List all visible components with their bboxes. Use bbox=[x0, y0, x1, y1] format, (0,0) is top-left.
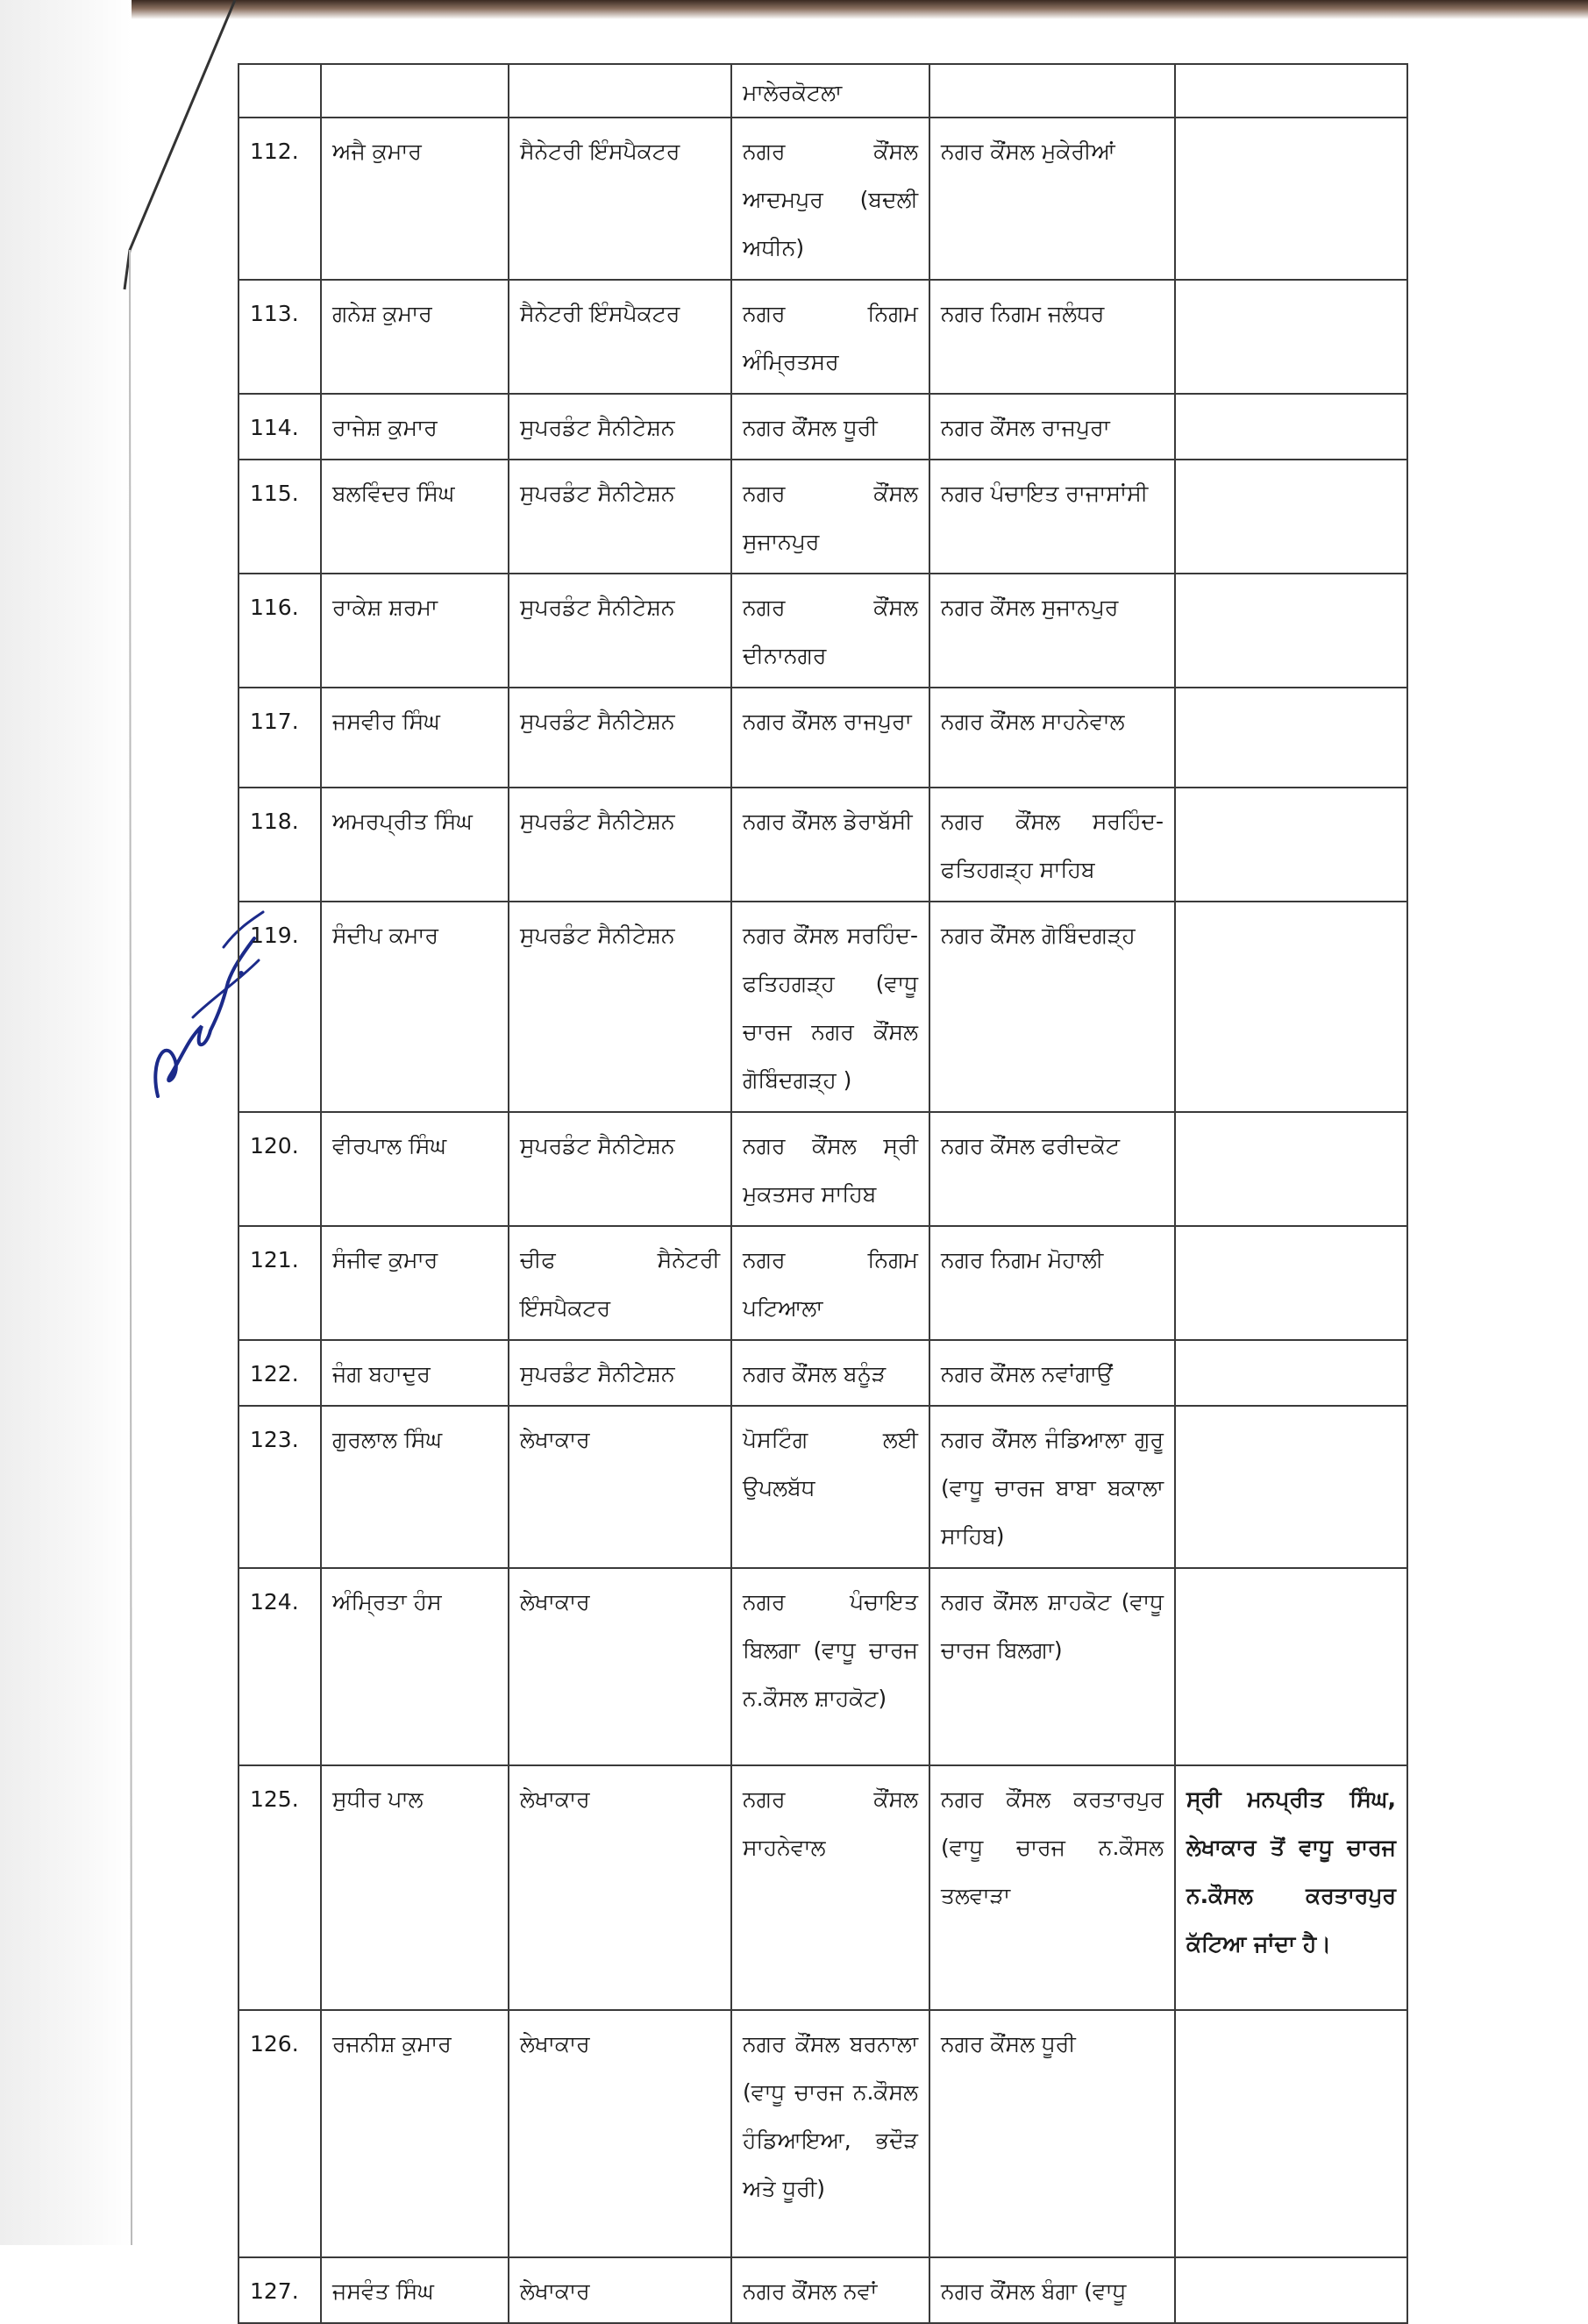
remarks: ਸ੍ਰੀ ਮਨਪ੍ਰੀਤ ਸਿੰਘ, ਲੇਖਾਕਾਰ ਤੋਂ ਵਾਧੂ ਚਾਰਜ ਨ.ਕੌਸਲ ਕਰਤਾਰਪੁਰ ਕੱਟਿਆ ਜਾਂਦਾ ਹੈ। bbox=[1175, 1765, 1407, 2010]
serial-number: 115. bbox=[239, 460, 321, 574]
serial-number: 117. bbox=[239, 688, 321, 788]
serial-number: 119. bbox=[239, 902, 321, 1112]
employee-name: ਸੰਦੀਪ ਕਮਾਰ bbox=[321, 902, 509, 1112]
table-row bbox=[239, 280, 1407, 394]
remarks bbox=[1175, 574, 1407, 688]
table-row bbox=[239, 2010, 1407, 2257]
employee-name: ਅਮਰਪ੍ਰੀਤ ਸਿੰਘ bbox=[321, 788, 509, 902]
employee-name: ਵੀਰਪਾਲ ਸਿੰਘ bbox=[321, 1112, 509, 1226]
employee-name bbox=[321, 64, 509, 118]
table-row bbox=[239, 1765, 1407, 2010]
serial-number: 123. bbox=[239, 1406, 321, 1568]
current-posting: ਨਗਰ ਕੌਂਸਲ ਬਰਨਾਲਾ (ਵਾਧੂ ਚਾਰਜ ਨ.ਕੌਸਲ ਹੰਡਿਆਇਆ, ਭਦੌੜ ਅਤੇ ਧੂਰੀ) bbox=[731, 2010, 929, 2257]
remarks bbox=[1175, 1226, 1407, 1340]
table-row bbox=[239, 1406, 1407, 1568]
table-row bbox=[239, 788, 1407, 902]
table-row bbox=[239, 1568, 1407, 1765]
current-posting: ਨਗਰ ਕੌਂਸਲ ਸਾਹਨੇਵਾਲ bbox=[731, 1765, 929, 2010]
remarks bbox=[1175, 1112, 1407, 1226]
designation: ਸੁਪਰਡੰਟ ਸੈਨੀਟੇਸ਼ਨ bbox=[509, 788, 731, 902]
serial-number: 118. bbox=[239, 788, 321, 902]
serial-number: 127. bbox=[239, 2257, 321, 2323]
table-row bbox=[239, 1112, 1407, 1226]
table-row bbox=[239, 1226, 1407, 1340]
employee-name: ਅਜੈ ਕੁਮਾਰ bbox=[321, 118, 509, 280]
table-row bbox=[239, 2257, 1407, 2323]
remarks bbox=[1175, 280, 1407, 394]
table-row bbox=[239, 1340, 1407, 1406]
designation: ਚੀਫ ਸੈਨੇਟਰੀ ਇੰਸਪੈਕਟਰ bbox=[509, 1226, 731, 1340]
current-posting: ਨਗਰ ਕੌਂਸਲ ਨਵਾਂ bbox=[731, 2257, 929, 2323]
remarks bbox=[1175, 394, 1407, 460]
serial-number bbox=[239, 64, 321, 118]
employee-name: ਗੁਰਲਾਲ ਸਿੰਘ bbox=[321, 1406, 509, 1568]
new-posting: ਨਗਰ ਨਿਗਮ ਮੋਹਾਲੀ bbox=[929, 1226, 1175, 1340]
employee-name: ਜਸਵੰਤ ਸਿੰਘ bbox=[321, 2257, 509, 2323]
serial-number: 113. bbox=[239, 280, 321, 394]
table-row bbox=[239, 118, 1407, 280]
current-posting: ਨਗਰ ਕੌਂਸਲ ਡੇਰਾਬੱਸੀ bbox=[731, 788, 929, 902]
remarks bbox=[1175, 1340, 1407, 1406]
designation: ਲੇਖਾਕਾਰ bbox=[509, 1568, 731, 1765]
serial-number: 112. bbox=[239, 118, 321, 280]
table-row bbox=[239, 902, 1407, 1112]
employee-name: ਰਜਨੀਸ਼ ਕੁਮਾਰ bbox=[321, 2010, 509, 2257]
employee-name: ਸੰਜੀਵ ਕੁਮਾਰ bbox=[321, 1226, 509, 1340]
new-posting: ਨਗਰ ਪੰਚਾਇਤ ਰਾਜਾਸਾਂਸੀ bbox=[929, 460, 1175, 574]
designation bbox=[509, 64, 731, 118]
designation: ਲੇਖਾਕਾਰ bbox=[509, 2257, 731, 2323]
current-posting: ਨਗਰ ਕੌਂਸਲ ਸ੍ਰੀ ਮੁਕਤਸਰ ਸਾਹਿਬ bbox=[731, 1112, 929, 1226]
employee-name: ਗਨੇਸ਼ ਕੁਮਾਰ bbox=[321, 280, 509, 394]
new-posting bbox=[929, 64, 1175, 118]
remarks bbox=[1175, 902, 1407, 1112]
remarks bbox=[1175, 460, 1407, 574]
current-posting: ਨਗਰ ਪੰਚਾਇਤ ਬਿਲਗਾ (ਵਾਧੂ ਚਾਰਜ ਨ.ਕੌਸਲ ਸ਼ਾਹਕੋਟ) bbox=[731, 1568, 929, 1765]
designation: ਸੁਪਰਡੰਟ ਸੈਨੀਟੇਸ਼ਨ bbox=[509, 688, 731, 788]
new-posting: ਨਗਰ ਕੌਂਸਲ ਨਵਾਂਗਾਉਂ bbox=[929, 1340, 1175, 1406]
remarks bbox=[1175, 1568, 1407, 1765]
table-row bbox=[239, 688, 1407, 788]
new-posting: ਨਗਰ ਕੌਂਸਲ ਸਾਹਨੇਵਾਲ bbox=[929, 688, 1175, 788]
designation: ਲੇਖਾਕਾਰ bbox=[509, 2010, 731, 2257]
new-posting: ਨਗਰ ਕੌਂਸਲ ਧੂਰੀ bbox=[929, 2010, 1175, 2257]
employee-name: ਸੁਧੀਰ ਪਾਲ bbox=[321, 1765, 509, 2010]
current-posting: ਨਗਰ ਕੌਂਸਲ ਸਰਹਿੰਦ-ਫਤਿਹਗੜ੍ਹ (ਵਾਧੂ ਚਾਰਜ ਨਗਰ ਕੌਂਸਲ ਗੋਬਿੰਦਗੜ੍ਹ ) bbox=[731, 902, 929, 1112]
designation: ਲੇਖਾਕਾਰ bbox=[509, 1406, 731, 1568]
table-row bbox=[239, 64, 1407, 118]
serial-number: 116. bbox=[239, 574, 321, 688]
serial-number: 124. bbox=[239, 1568, 321, 1765]
new-posting: ਨਗਰ ਕੌਂਸਲ ਬੰਗਾ (ਵਾਧੂ bbox=[929, 2257, 1175, 2323]
employee-name: ਅੰਮ੍ਰਿਤਾ ਹੰਸ bbox=[321, 1568, 509, 1765]
designation: ਲੇਖਾਕਾਰ bbox=[509, 1765, 731, 2010]
table-row bbox=[239, 394, 1407, 460]
designation: ਸੁਪਰਡੰਟ ਸੈਨੀਟੇਸ਼ਨ bbox=[509, 1112, 731, 1226]
remarks bbox=[1175, 2257, 1407, 2323]
current-posting: ਨਗਰ ਕੌਂਸਲ ਰਾਜਪੁਰਾ bbox=[731, 688, 929, 788]
current-posting: ਨਗਰ ਨਿਗਮ ਅੰਮ੍ਰਿਤਸਰ bbox=[731, 280, 929, 394]
designation: ਸੁਪਰਡੰਟ ਸੈਨੀਟੇਸ਼ਨ bbox=[509, 460, 731, 574]
new-posting: ਨਗਰ ਕੌਂਸਲ ਮੁਕੇਰੀਆਂ bbox=[929, 118, 1175, 280]
current-posting: ਨਗਰ ਨਿਗਮ ਪਟਿਆਲਾ bbox=[731, 1226, 929, 1340]
current-posting: ਨਗਰ ਕੌਂਸਲ ਧੂਰੀ bbox=[731, 394, 929, 460]
new-posting: ਨਗਰ ਨਿਗਮ ਜਲੰਧਰ bbox=[929, 280, 1175, 394]
remarks bbox=[1175, 1406, 1407, 1568]
remarks bbox=[1175, 788, 1407, 902]
current-posting: ਨਗਰ ਕੌਂਸਲ ਆਦਮਪੁਰ (ਬਦਲੀ ਅਧੀਨ) bbox=[731, 118, 929, 280]
new-posting: ਨਗਰ ਕੌਂਸਲ ਸ਼ਾਹਕੋਟ (ਵਾਧੂ ਚਾਰਜ ਬਿਲਗਾ) bbox=[929, 1568, 1175, 1765]
remarks bbox=[1175, 64, 1407, 118]
designation: ਸੁਪਰਡੰਟ ਸੈਨੀਟੇਸ਼ਨ bbox=[509, 574, 731, 688]
designation: ਸੈਨੇਟਰੀ ਇੰਸਪੈਕਟਰ bbox=[509, 280, 731, 394]
table-row bbox=[239, 574, 1407, 688]
table-row bbox=[239, 460, 1407, 574]
page-binding-mark bbox=[0, 0, 263, 2245]
employee-name: ਜਸਵੀਰ ਸਿੰਘ bbox=[321, 688, 509, 788]
new-posting: ਨਗਰ ਕੌਂਸਲ ਰਾਜਪੁਰਾ bbox=[929, 394, 1175, 460]
employee-name: ਜੰਗ ਬਹਾਦੁਰ bbox=[321, 1340, 509, 1406]
serial-number: 122. bbox=[239, 1340, 321, 1406]
designation: ਸੁਪਰਡੰਟ ਸੈਨੀਟੇਸ਼ਨ bbox=[509, 1340, 731, 1406]
serial-number: 125. bbox=[239, 1765, 321, 2010]
current-posting: ਪੋਸਟਿੰਗ ਲਈ ਉਪਲਬੱਧ bbox=[731, 1406, 929, 1568]
remarks bbox=[1175, 118, 1407, 280]
designation: ਸੁਪਰਡੰਟ ਸੈਨੀਟੇਸ਼ਨ bbox=[509, 902, 731, 1112]
serial-number: 121. bbox=[239, 1226, 321, 1340]
employee-name: ਬਲਵਿੰਦਰ ਸਿੰਘ bbox=[321, 460, 509, 574]
serial-number: 120. bbox=[239, 1112, 321, 1226]
current-posting: ਨਗਰ ਕੌਂਸਲ ਦੀਨਾਨਗਰ bbox=[731, 574, 929, 688]
new-posting: ਨਗਰ ਕੌਂਸਲ ਕਰਤਾਰਪੁਰ (ਵਾਧੂ ਚਾਰਜ ਨ.ਕੌਸਲ ਤਲਵਾੜਾ bbox=[929, 1765, 1175, 2010]
serial-number: 126. bbox=[239, 2010, 321, 2257]
new-posting: ਨਗਰ ਕੌਂਸਲ ਸੁਜਾਨਪੁਰ bbox=[929, 574, 1175, 688]
transfer-table bbox=[238, 63, 1408, 2324]
current-posting: ਮਾਲੇਰਕੋਟਲਾ bbox=[731, 64, 929, 118]
new-posting: ਨਗਰ ਕੌਂਸਲ ਸਰਹਿੰਦ-ਫਤਿਹਗੜ੍ਹ ਸਾਹਿਬ bbox=[929, 788, 1175, 902]
employee-name: ਰਾਜੇਸ਼ ਕੁਮਾਰ bbox=[321, 394, 509, 460]
remarks bbox=[1175, 2010, 1407, 2257]
new-posting: ਨਗਰ ਕੌਂਸਲ ਫਰੀਦਕੋਟ bbox=[929, 1112, 1175, 1226]
serial-number: 114. bbox=[239, 394, 321, 460]
current-posting: ਨਗਰ ਕੌਂਸਲ ਬਨੂੰੜ bbox=[731, 1340, 929, 1406]
designation: ਸੁਪਰਡੰਟ ਸੈਨੀਟੇਸ਼ਨ bbox=[509, 394, 731, 460]
new-posting: ਨਗਰ ਕੌਂਸਲ ਜੰਡਿਆਲਾ ਗੁਰੂ (ਵਾਧੂ ਚਾਰਜ ਬਾਬਾ ਬਕਾਲਾ ਸਾਹਿਬ) bbox=[929, 1406, 1175, 1568]
new-posting: ਨਗਰ ਕੌਂਸਲ ਗੋਬਿੰਦਗੜ੍ਹ bbox=[929, 902, 1175, 1112]
designation: ਸੈਨੇਟਰੀ ਇੰਸਪੈਕਟਰ bbox=[509, 118, 731, 280]
current-posting: ਨਗਰ ਕੌਂਸਲ ਸੁਜਾਨਪੁਰ bbox=[731, 460, 929, 574]
employee-name: ਰਾਕੇਸ਼ ਸ਼ਰਮਾ bbox=[321, 574, 509, 688]
remarks bbox=[1175, 688, 1407, 788]
